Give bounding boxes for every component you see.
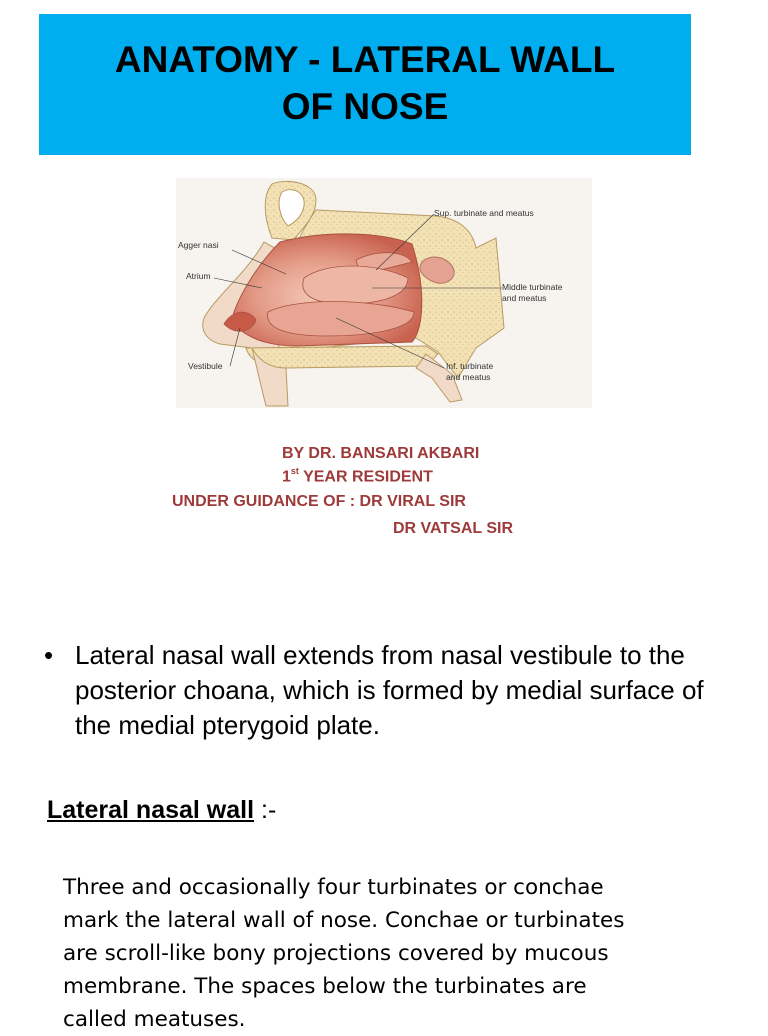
anatomy-figure [176,178,592,408]
title-banner [39,14,691,155]
label-sup-turbinate: Sup. turbinate and meatus [434,208,534,218]
year-text: YEAR RESIDENT [298,468,433,486]
label-inf-turbinate-1: Inf. turbinate [446,361,494,371]
label-middle-turbinate-1: Middle turbinate [502,282,563,292]
author-credit: BY DR. BANSARI AKBARI [282,445,480,462]
page-title [39,36,691,130]
nasal-wall-illustration [176,178,592,408]
label-atrium: Atrium [186,271,211,281]
guide-credit-2: DR VATSAL SIR [393,520,514,537]
body-paragraph: Three and occasionally four turbinates or conchae mark the lateral wall of nose. Conchae or turbinates are scroll-like bony projections covered by mucous membrane. The spaces below the turbinates are called meatuses. [63,875,625,1032]
heading-suffix: :- [254,796,277,824]
resident-year [282,467,433,486]
bullet-icon: • [44,640,54,670]
label-vestibule: Vestibule [188,361,223,371]
heading-text: Lateral nasal wall [47,796,255,824]
hard-palate-shape [246,346,438,368]
section-heading [47,794,276,826]
title-line-2: OF NOSE [281,86,449,127]
year-number: 1 [282,468,291,486]
bullet-text: Lateral nasal wall extends from nasal vestibule to the posterior choana, which is formed by medial surface of the medial pterygoid plate. [75,640,704,740]
year-superscript: st [290,466,299,476]
guidance-credit: UNDER GUIDANCE OF : DR VIRAL SIR [172,493,466,510]
title-line-1: ANATOMY - LATERAL WALL [114,39,616,80]
label-middle-turbinate-2: and meatus [502,293,547,303]
label-inf-turbinate-2: and meatus [446,372,491,382]
label-agger-nasi: Agger nasi [178,240,219,250]
